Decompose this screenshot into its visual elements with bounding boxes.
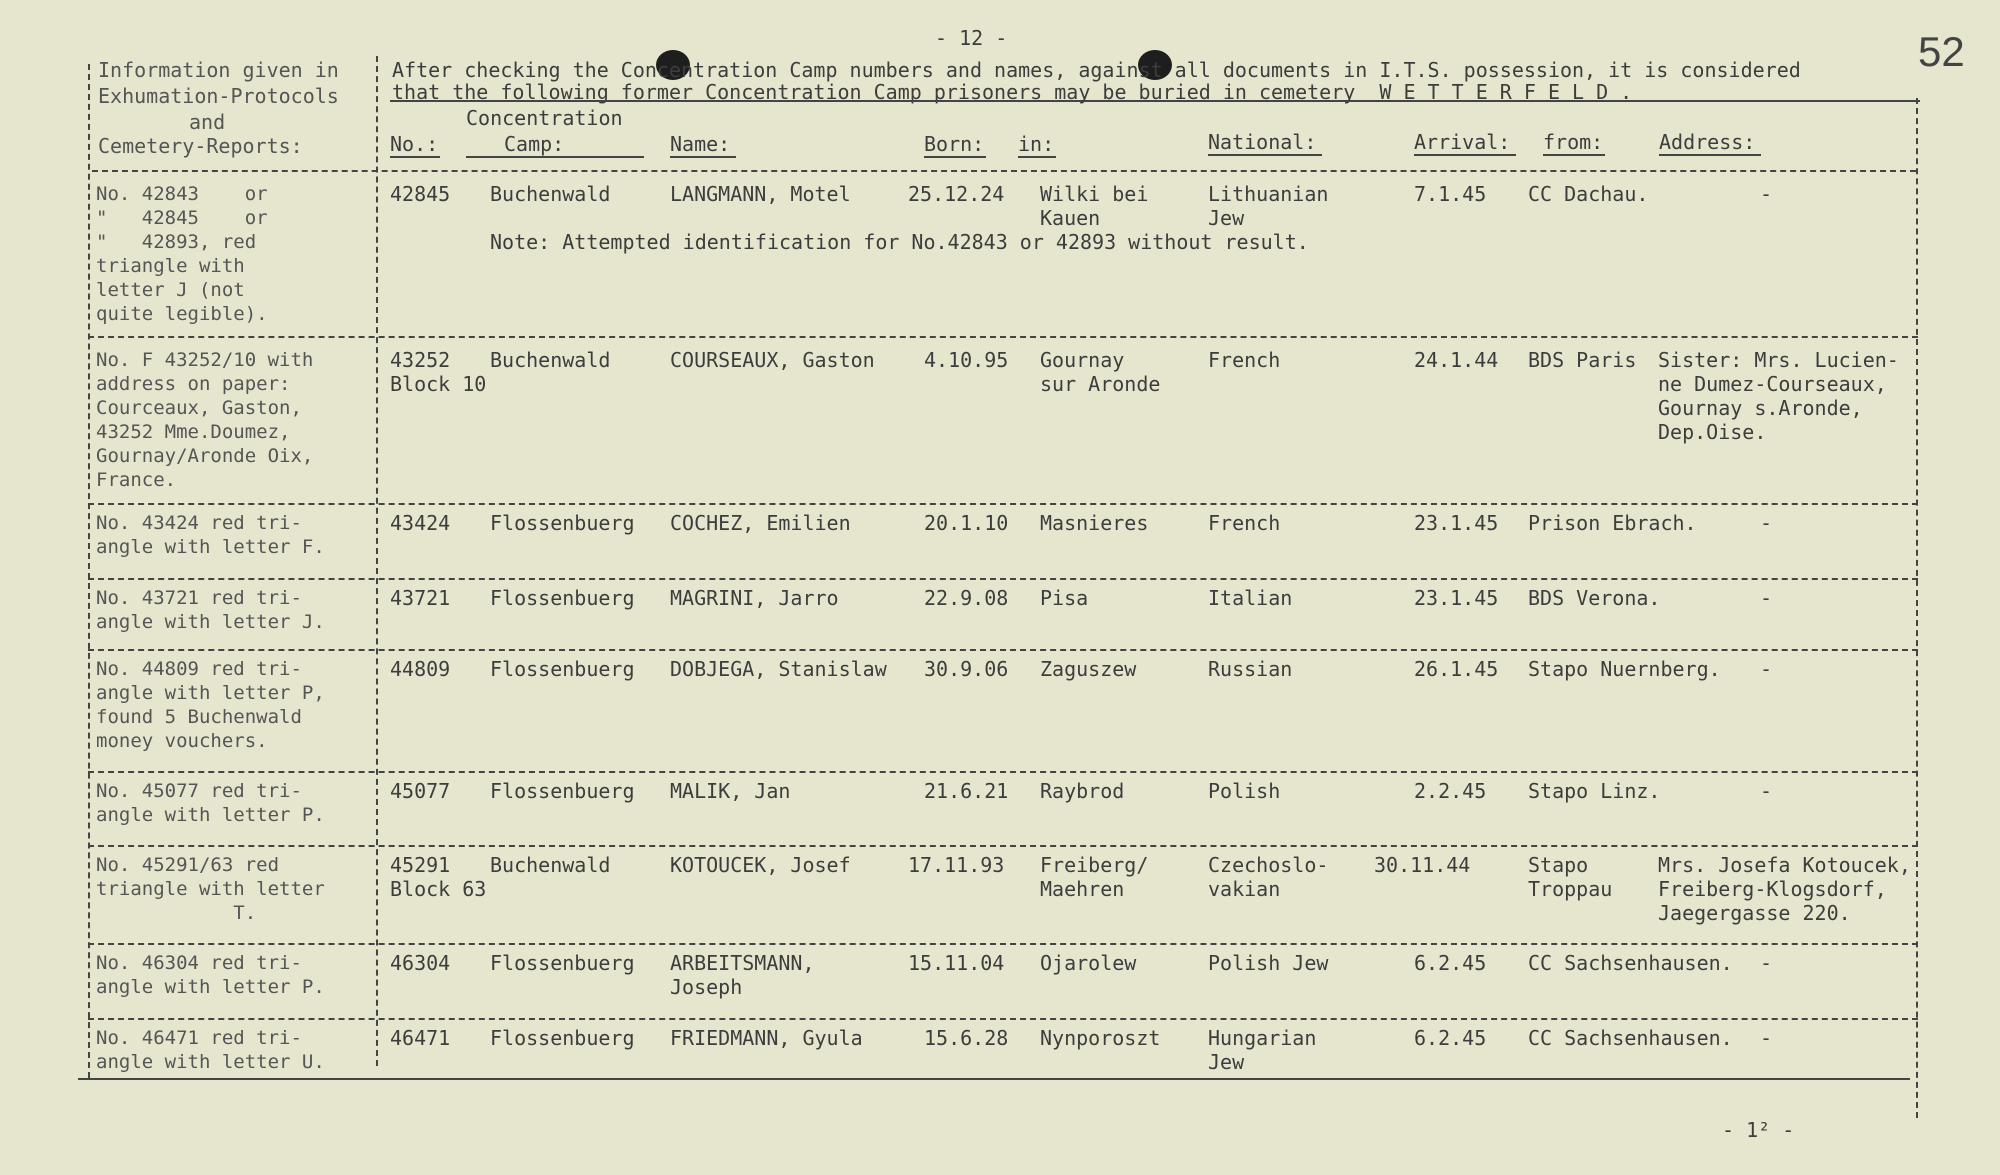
cell-camp: Flossenbuerg (490, 657, 635, 681)
cell-arrival: 6.2.45 (1414, 951, 1487, 975)
cell-no: 44809 (390, 657, 451, 681)
cell-birthplace: Ojarolew (1040, 951, 1137, 975)
cell-info: Gournay/Aronde Oix, (96, 445, 314, 467)
cell-info: " 42845 or (96, 207, 268, 229)
row-separator (88, 771, 1918, 773)
header-camp-top: Concentration (466, 106, 623, 130)
cell-info: angle with letter P. (96, 804, 325, 826)
cell-birthplace: Gournay (1040, 348, 1125, 372)
cell-arrival: 23.1.45 (1414, 586, 1499, 610)
cell-name: FRIEDMANN, Gyula (670, 1026, 863, 1050)
underline (1659, 154, 1761, 156)
cell-address: - (1760, 511, 1773, 535)
cell-info: France. (96, 469, 177, 491)
cell-nationality: Czechoslo- (1208, 853, 1329, 877)
left-header-line: Exhumation-Protocols (98, 84, 339, 108)
header-camp: Camp: (504, 132, 565, 156)
header-national: National: (1208, 130, 1317, 154)
cell-name: Joseph (670, 975, 743, 999)
cell-no: Block 63 (390, 877, 487, 901)
cell-address: - (1760, 779, 1773, 803)
cell-info: No. 46471 red tri- (96, 1027, 302, 1049)
cell-birthplace: sur Aronde (1040, 372, 1161, 396)
underline (390, 156, 440, 158)
column-divider (376, 56, 378, 1066)
cell-info: No. F 43252/10 with (96, 349, 314, 371)
cell-born: 25.12.24 (908, 182, 1005, 206)
cell-info: letter J (not (96, 279, 245, 301)
cell-info: No. 45291/63 red (96, 854, 280, 876)
cell-arrival: 7.1.45 (1414, 182, 1487, 206)
cell-born: 21.6.21 (924, 779, 1009, 803)
cell-birthplace: Masnieres (1040, 511, 1149, 535)
cell-name: KOTOUCEK, Josef (670, 853, 851, 877)
cell-info: T. (96, 902, 257, 924)
cell-from: Stapo (1528, 853, 1589, 877)
cell-arrival: 24.1.44 (1414, 348, 1499, 372)
underline (670, 156, 736, 158)
cell-info: triangle with (96, 255, 245, 277)
cell-from: Stapo Nuernberg. (1528, 657, 1721, 681)
cell-nationality: Polish Jew (1208, 951, 1329, 975)
cell-info: 43252 Mme.Doumez, (96, 421, 291, 443)
cell-arrival: 2.2.45 (1414, 779, 1487, 803)
cell-from: Troppau (1528, 877, 1613, 901)
cell-nationality: vakian (1208, 877, 1281, 901)
row-separator (88, 336, 1918, 338)
cell-camp: Flossenbuerg (490, 586, 635, 610)
header-no: No.: (390, 132, 439, 156)
cell-no: 43424 (390, 511, 451, 535)
cell-camp: Flossenbuerg (490, 951, 635, 975)
row-separator (92, 170, 1916, 172)
cell-info: address on paper: (96, 373, 291, 395)
underline (1414, 154, 1516, 156)
cell-nationality: Hungarian (1208, 1026, 1317, 1050)
cell-born: 15.6.28 (924, 1026, 1009, 1050)
cell-name: MALIK, Jan (670, 779, 791, 803)
underline (1208, 154, 1322, 156)
left-header-line: Information given in (98, 58, 339, 82)
cell-no: Block 10 (390, 372, 487, 396)
cell-info: " 42893, red (96, 231, 257, 253)
cell-birthplace: Pisa (1040, 586, 1089, 610)
cell-address: - (1760, 657, 1773, 681)
row-separator (88, 845, 1918, 847)
cell-no: 42845 (390, 182, 451, 206)
cell-info: angle with letter J. (96, 611, 325, 633)
header-address: Address: (1659, 130, 1756, 154)
cell-address: Gournay s.Aronde, (1658, 396, 1863, 420)
cell-birthplace: Freiberg/ (1040, 853, 1149, 877)
cell-from: BDS Paris (1528, 348, 1637, 372)
row-separator (88, 578, 1918, 580)
cell-born: 22.9.08 (924, 586, 1009, 610)
cell-birthplace: Maehren (1040, 877, 1125, 901)
cell-address: Freiberg-Klogsdorf, (1658, 877, 1887, 901)
cell-nationality: Russian (1208, 657, 1293, 681)
cell-address: Jaegergasse 220. (1658, 901, 1851, 925)
row-separator (88, 503, 1918, 505)
intro-line: that the following former Concentration Camp prisoners may be buried in cemetery W E T T E R F E L D . (392, 80, 1633, 104)
cell-address: Sister: Mrs. Lucien- (1658, 348, 1899, 372)
cell-info: quite legible). (96, 303, 268, 325)
table-bottom-border (78, 1078, 1910, 1080)
cell-camp: Buchenwald (490, 182, 611, 206)
cell-info: angle with letter P. (96, 976, 325, 998)
header-arrival: Arrival: (1414, 130, 1511, 154)
cell-info: angle with letter U. (96, 1051, 325, 1073)
cell-info: angle with letter P, (96, 682, 325, 704)
underline (924, 156, 986, 158)
cell-info: No. 45077 red tri- (96, 780, 302, 802)
cell-info: Courceaux, Gaston, (96, 397, 302, 419)
cell-from: BDS Verona. (1528, 586, 1661, 610)
cell-address: Mrs. Josefa Kotoucek, (1658, 853, 1911, 877)
cell-from: Stapo Linz. (1528, 779, 1661, 803)
cell-birthplace: Nynporoszt (1040, 1026, 1161, 1050)
cell-birthplace: Kauen (1040, 206, 1101, 230)
cell-no: 43721 (390, 586, 451, 610)
cell-address: Dep.Oise. (1658, 420, 1767, 444)
cell-note: Note: Attempted identification for No.42843 or 42893 without result. (490, 230, 1309, 254)
cell-name: COCHEZ, Emilien (670, 511, 851, 535)
cell-born: 20.1.10 (924, 511, 1009, 535)
right-border (1916, 98, 1918, 1118)
cell-birthplace: Zaguszew (1040, 657, 1137, 681)
cell-born: 4.10.95 (924, 348, 1009, 372)
intro-line: After checking the Concentration Camp numbers and names, against all documents in I.T.S. possession, it is considered (392, 58, 1801, 82)
header-born: Born: (924, 132, 985, 156)
header-name: Name: (670, 132, 731, 156)
cell-arrival: 6.2.45 (1414, 1026, 1487, 1050)
cell-birthplace: Wilki bei (1040, 182, 1149, 206)
cell-address: - (1760, 586, 1773, 610)
cell-from: CC Dachau. (1528, 182, 1649, 206)
cell-no: 45291 (390, 853, 451, 877)
cell-no: 46471 (390, 1026, 451, 1050)
cell-address: ne Dumez-Courseaux, (1658, 372, 1887, 396)
cell-info: No. 43721 red tri- (96, 587, 302, 609)
cell-address: - (1760, 182, 1773, 206)
cell-info: triangle with letter (96, 878, 325, 900)
cell-address: - (1760, 1026, 1773, 1050)
row-separator (88, 649, 1918, 651)
row-separator (88, 943, 1918, 945)
cell-name: ARBEITSMANN, (670, 951, 815, 975)
cell-born: 30.9.06 (924, 657, 1009, 681)
cell-arrival: 26.1.45 (1414, 657, 1499, 681)
underline (390, 100, 1920, 102)
page-number: - 12 - (935, 26, 1008, 50)
cell-camp: Flossenbuerg (490, 1026, 635, 1050)
cell-born: 17.11.93 (908, 853, 1005, 877)
header-from: from: (1543, 130, 1604, 154)
cell-camp: Buchenwald (490, 853, 611, 877)
left-border (88, 64, 90, 1078)
cell-nationality: French (1208, 511, 1281, 535)
cell-info: No. 46304 red tri- (96, 952, 302, 974)
cell-name: MAGRINI, Jarro (670, 586, 839, 610)
cell-info: found 5 Buchenwald (96, 706, 302, 728)
archive-stamp-number: 52 (1918, 28, 1965, 75)
cell-nationality: Italian (1208, 586, 1293, 610)
cell-camp: Flossenbuerg (490, 511, 635, 535)
cell-nationality: French (1208, 348, 1281, 372)
cell-info: No. 43424 red tri- (96, 512, 302, 534)
cell-no: 46304 (390, 951, 451, 975)
cell-from: CC Sachsenhausen. (1528, 951, 1733, 975)
cell-nationality: Jew (1208, 1050, 1245, 1074)
header-in: in: (1018, 132, 1055, 156)
cell-arrival: 30.11.44 (1374, 853, 1471, 877)
underline (1543, 154, 1605, 156)
cell-nationality: Jew (1208, 206, 1245, 230)
cell-info: angle with letter F. (96, 536, 325, 558)
cell-name: DOBJEGA, Stanislaw (670, 657, 887, 681)
cell-from: Prison Ebrach. (1528, 511, 1697, 535)
cell-address: - (1760, 951, 1773, 975)
cell-name: COURSEAUX, Gaston (670, 348, 875, 372)
cell-birthplace: Raybrod (1040, 779, 1125, 803)
cell-info: No. 44809 red tri- (96, 658, 302, 680)
cell-camp: Buchenwald (490, 348, 611, 372)
cell-camp: Flossenbuerg (490, 779, 635, 803)
cell-no: 43252 (390, 348, 451, 372)
page-footer: - 1² - (1722, 1118, 1795, 1142)
cell-from: CC Sachsenhausen. (1528, 1026, 1733, 1050)
underline (1018, 156, 1056, 158)
left-header-line: and (189, 110, 226, 134)
underline (466, 156, 644, 158)
cell-nationality: Lithuanian (1208, 182, 1329, 206)
cell-born: 15.11.04 (908, 951, 1005, 975)
cell-info: money vouchers. (96, 730, 268, 752)
cell-name: LANGMANN, Motel (670, 182, 851, 206)
row-separator (88, 1018, 1918, 1020)
left-header-line: Cemetery-Reports: (98, 134, 303, 158)
cell-no: 45077 (390, 779, 451, 803)
cell-nationality: Polish (1208, 779, 1281, 803)
cell-arrival: 23.1.45 (1414, 511, 1499, 535)
cell-info: No. 42843 or (96, 183, 268, 205)
